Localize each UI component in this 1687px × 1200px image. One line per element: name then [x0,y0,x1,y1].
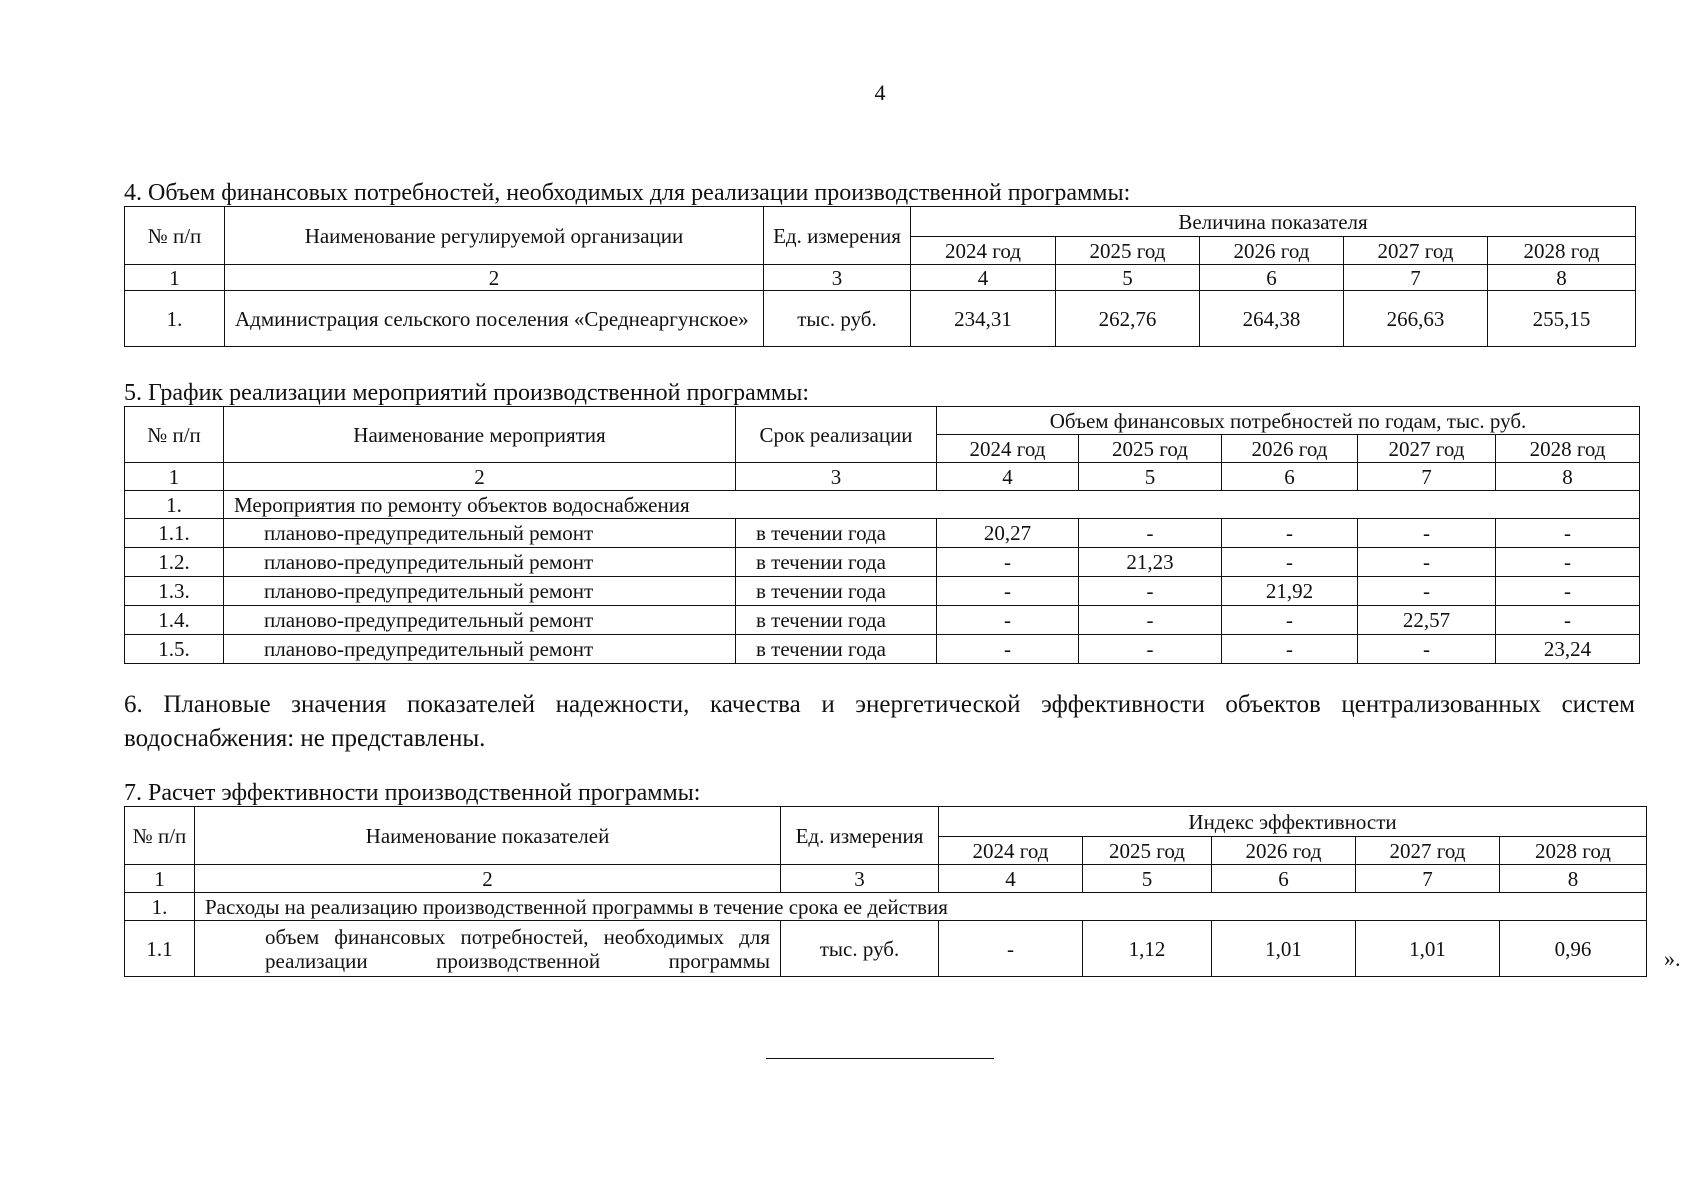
row-value: - [1496,519,1640,548]
row-num: 1.1. [125,519,224,548]
table-row [125,577,1640,606]
row-event-name: планово-предупредительный ремонт [224,635,736,664]
header-year: 2025 год [1083,837,1212,865]
row-value: 266,63 [1344,291,1488,347]
row-org-name: Администрация сельского поселения «Среднеаргунское» [225,291,764,347]
row-value: 21,23 [1079,548,1222,577]
row-term: в течении года [736,519,937,548]
row-value: - [1358,548,1496,577]
row-num: 1.2. [125,548,224,577]
row-event-name: планово-предупредительный ремонт [224,606,736,635]
column-number: 2 [224,463,736,491]
row-value: - [1222,519,1358,548]
row-value: - [937,635,1079,664]
header-year: 2025 год [1056,237,1200,265]
column-number: 5 [1083,865,1212,893]
column-number: 2 [225,265,764,291]
row-value: - [1496,577,1640,606]
row-value: - [1496,606,1640,635]
row-term: в течении года [736,606,937,635]
group-row-name: Мероприятия по ремонту объектов водоснабжения [224,491,1640,519]
row-value: - [1358,635,1496,664]
header-event-name: Наименование мероприятия [224,407,736,463]
section-6-text: 6. Плановые значения показателей надежности, качества и энергетической эффективности объектов централизованных систем водоснабжения: не представлены. [124,691,1635,752]
row-value: - [937,606,1079,635]
header-indicator-name: Наименование показателей [195,807,781,865]
row-value: - [1079,519,1222,548]
row-value: 1,01 [1356,921,1500,977]
row-value: 0,96 [1500,921,1647,977]
row-value: 255,15 [1488,291,1636,347]
section-5-heading: 5. График реализации мероприятий производственной программы: [124,380,809,406]
row-value: - [939,921,1083,977]
header-year: 2028 год [1496,435,1640,463]
column-number: 5 [1079,463,1222,491]
row-event-name: планово-предупредительный ремонт [224,548,736,577]
row-value: 264,38 [1200,291,1344,347]
row-term: в течении года [736,635,937,664]
row-num: 1. [125,291,225,347]
row-term: в течении года [736,577,937,606]
header-year: 2024 год [911,237,1056,265]
table-row [125,291,1636,347]
column-number: 8 [1496,463,1640,491]
table-row [125,519,1640,548]
column-number: 3 [781,865,939,893]
row-value: - [1222,606,1358,635]
row-value: 1,12 [1083,921,1212,977]
row-value: 234,31 [911,291,1056,347]
group-row-num: 1. [125,491,224,519]
column-number: 6 [1200,265,1344,291]
column-number: 3 [736,463,937,491]
header-year: 2024 год [939,837,1083,865]
header-org-name: Наименование регулируемой организации [225,207,764,265]
group-row-name: Расходы на реализацию производственной программы в течение срока ее действия [195,893,1647,921]
column-number: 1 [125,865,195,893]
row-value: 22,57 [1358,606,1496,635]
row-term: в течении года [736,548,937,577]
header-year: 2025 год [1079,435,1222,463]
header-group: Индекс эффективности [939,807,1647,837]
row-unit: тыс. руб. [781,921,939,977]
column-number: 4 [937,463,1079,491]
header-term: Срок реализации [736,407,937,463]
row-value: 23,24 [1496,635,1640,664]
section-5 [124,380,1640,664]
group-row [125,491,1640,519]
row-event-name: планово-предупредительный ремонт [224,519,736,548]
end-rule [766,1058,994,1059]
row-num: 1.4. [125,606,224,635]
table-row [125,548,1640,577]
row-value: 1,01 [1212,921,1356,977]
column-number: 7 [1356,865,1500,893]
row-num: 1.1 [125,921,195,977]
header-year: 2027 год [1358,435,1496,463]
row-value: - [1496,548,1640,577]
row-value: 262,76 [1056,291,1200,347]
column-number: 8 [1500,865,1647,893]
header-year: 2026 год [1222,435,1358,463]
column-number: 4 [939,865,1083,893]
header-unit: Ед. измерения [764,207,911,265]
group-row-num: 1. [125,893,195,921]
row-num: 1.5. [125,635,224,664]
header-num: № п/п [125,407,224,463]
row-value: - [1079,577,1222,606]
header-num: № п/п [125,807,195,865]
header-unit: Ед. измерения [781,807,939,865]
column-number: 6 [1222,463,1358,491]
row-value: - [1222,635,1358,664]
table-row [125,921,1647,977]
schedule-table [124,406,1640,664]
header-year: 2028 год [1500,837,1647,865]
header-year: 2024 год [937,435,1079,463]
row-event-name: планово-предупредительный ремонт [224,577,736,606]
column-number: 2 [195,865,781,893]
column-number: 1 [125,463,224,491]
row-indicator-name: объем финансовых потребностей, необходимых для реализации производственной программы [195,921,781,977]
row-unit: тыс. руб. [764,291,911,347]
section-7-heading: 7. Расчет эффективности производственной программы: [124,780,701,806]
table-row [125,635,1640,664]
header-year: 2026 год [1212,837,1356,865]
row-value: - [1358,519,1496,548]
page-number: 4 [874,80,886,105]
column-number: 4 [911,265,1056,291]
column-number: 7 [1344,265,1488,291]
row-value: - [1358,577,1496,606]
row-value: 20,27 [937,519,1079,548]
row-value: - [1079,606,1222,635]
header-num: № п/п [125,207,225,265]
row-value: - [937,577,1079,606]
table-row [125,606,1640,635]
row-value: - [1222,548,1358,577]
column-number: 8 [1488,265,1636,291]
row-value: - [1079,635,1222,664]
efficiency-table [124,806,1647,977]
header-year: 2028 год [1488,237,1636,265]
header-year: 2027 год [1356,837,1500,865]
column-number: 1 [125,265,225,291]
header-group: Объем финансовых потребностей по годам, тыс. руб. [937,407,1640,435]
column-number: 5 [1056,265,1200,291]
header-group: Величина показателя [911,207,1636,237]
group-row [125,893,1647,921]
section-7 [124,780,1647,977]
financial-needs-table [124,206,1636,347]
closing-quote: ». [1664,946,1681,971]
column-number: 3 [764,265,911,291]
column-number: 7 [1358,463,1496,491]
header-year: 2027 год [1344,237,1488,265]
row-value: - [937,548,1079,577]
section-4 [124,180,1636,347]
row-value: 21,92 [1222,577,1358,606]
row-num: 1.3. [125,577,224,606]
column-number: 6 [1212,865,1356,893]
header-year: 2026 год [1200,237,1344,265]
section-4-heading: 4. Объем финансовых потребностей, необходимых для реализации производственной программы: [124,180,1131,206]
